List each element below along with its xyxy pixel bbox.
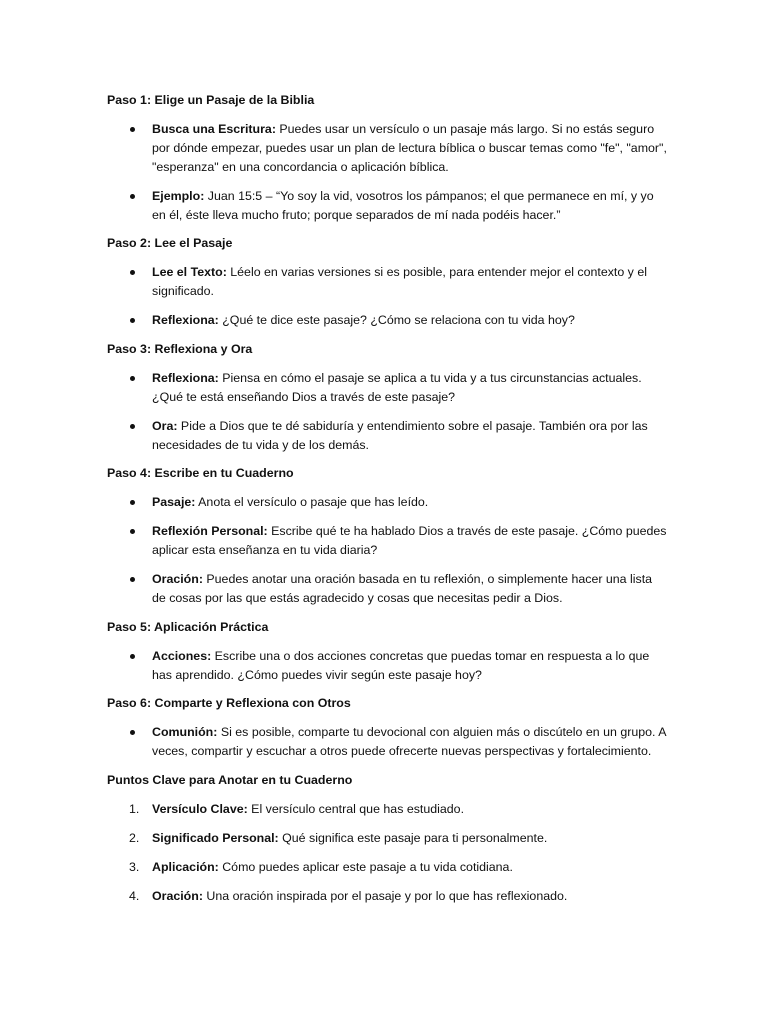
- item-text: Piensa en cómo el pasaje se aplica a tu vida y a tus circunstancias actuales. ¿Qué te está enseñando Dios a través de este pasaje?: [152, 371, 642, 404]
- list-item: [107, 493, 667, 512]
- list-number: 4.: [129, 889, 140, 903]
- section-heading: Paso 3: Reflexiona y Ora: [107, 342, 253, 356]
- bullet-icon: [130, 424, 135, 429]
- item-label: Reflexión Personal:: [152, 524, 268, 538]
- bullet-icon: [130, 577, 135, 582]
- bullet-icon: [130, 376, 135, 381]
- list-number: 2.: [129, 831, 140, 845]
- item-label: Acciones:: [152, 649, 212, 663]
- bullet-icon: [130, 500, 135, 505]
- item-label: Oración:: [152, 889, 203, 903]
- item-text: Cómo puedes aplicar este pasaje a tu vida cotidiana.: [218, 860, 513, 874]
- item-label: Aplicación:: [152, 860, 219, 874]
- item-text: Qué significa este pasaje para ti personalmente.: [278, 831, 548, 845]
- section-heading: Paso 1: Elige un Pasaje de la Biblia: [107, 93, 315, 107]
- item-label: Pasaje:: [152, 495, 196, 509]
- item-text: Léelo en varias versiones si es posible, para entender mejor el contexto y el significado.: [152, 265, 647, 298]
- item-label: Ora:: [152, 419, 178, 433]
- numbered-list: [107, 800, 667, 906]
- item-text: Escribe una o dos acciones concretas que puedas tomar en respuesta a lo que has aprendido. ¿Cómo puedes vivir según este pasaje hoy?: [152, 649, 650, 682]
- list-item: [107, 647, 667, 685]
- list-item: [107, 723, 667, 761]
- list-item: [107, 829, 667, 848]
- list-number: 3.: [129, 860, 140, 874]
- section-heading: Paso 5: Aplicación Práctica: [107, 620, 269, 634]
- item-text: Puedes usar un versículo o un pasaje más largo. Si no estás seguro por dónde empezar, puedes usar un plan de lectura bíblica o buscar temas como "fe", "amor", "esperanza" en una concordancia o aplicación bíblica.: [152, 122, 667, 174]
- list-item: [107, 800, 667, 819]
- item-text: Puedes anotar una oración basada en tu reflexión, o simplemente hacer una lista de cosas por las que estás agradecido y cosas que necesitas pedir a Dios.: [152, 572, 653, 605]
- bullet-icon: [130, 730, 135, 735]
- item-text: Anota el versículo o pasaje que has leído.: [195, 495, 429, 509]
- document-page: [107, 91, 667, 906]
- bullet-icon: [130, 127, 135, 132]
- item-label: Oración:: [152, 572, 203, 586]
- list-item: [107, 887, 667, 906]
- list-item: [107, 570, 667, 608]
- bullet-list: [107, 369, 667, 455]
- bullet-icon: [130, 270, 135, 275]
- list-item: [107, 522, 667, 560]
- list-item: [107, 311, 667, 330]
- item-label: Versículo Clave:: [152, 802, 248, 816]
- item-label: Comunión:: [152, 725, 218, 739]
- item-label: Significado Personal:: [152, 831, 279, 845]
- list-item: [107, 120, 667, 177]
- item-text: Pide a Dios que te dé sabiduría y entendimiento sobre el pasaje. También ora por las necesidades de tu vida y de los demás.: [152, 419, 648, 452]
- item-label: Busca una Escritura:: [152, 122, 276, 136]
- item-label: Ejemplo:: [152, 189, 205, 203]
- section-heading: Paso 2: Lee el Pasaje: [107, 236, 233, 250]
- bullet-list: [107, 647, 667, 685]
- bullet-icon: [130, 529, 135, 534]
- section-heading: Puntos Clave para Anotar en tu Cuaderno: [107, 773, 353, 787]
- list-item: [107, 187, 667, 225]
- section-heading: Paso 6: Comparte y Reflexiona con Otros: [107, 696, 351, 710]
- list-item: [107, 369, 667, 407]
- bullet-list: [107, 263, 667, 330]
- item-text: Juan 15:5 – “Yo soy la vid, vosotros los pámpanos; el que permanece en mí, y yo en él, éste lleva mucho fruto; porque separados de mí nada podéis hacer.”: [152, 189, 654, 222]
- list-item: [107, 263, 667, 301]
- item-text: ¿Qué te dice este pasaje? ¿Cómo se relaciona con tu vida hoy?: [218, 313, 575, 327]
- item-label: Reflexiona:: [152, 371, 219, 385]
- item-text: Si es posible, comparte tu devocional con alguien más o discútelo en un grupo. A veces, compartir y escuchar a otros puede ofrecerte nuevas perspectivas y fortalecimiento.: [152, 725, 666, 758]
- bullet-icon: [130, 654, 135, 659]
- list-item: [107, 417, 667, 455]
- bullet-icon: [130, 318, 135, 323]
- bullet-list: [107, 120, 667, 225]
- list-item: [107, 858, 667, 877]
- item-text: Escribe qué te ha hablado Dios a través de este pasaje. ¿Cómo puedes aplicar esta enseñanza en tu vida diaria?: [152, 524, 667, 557]
- bullet-list: [107, 493, 667, 608]
- item-label: Lee el Texto:: [152, 265, 227, 279]
- item-text: Una oración inspirada por el pasaje y por lo que has reflexionado.: [202, 889, 568, 903]
- list-number: 1.: [129, 802, 140, 816]
- item-text: El versículo central que has estudiado.: [247, 802, 465, 816]
- item-label: Reflexiona:: [152, 313, 219, 327]
- bullet-icon: [130, 194, 135, 199]
- section-heading: Paso 4: Escribe en tu Cuaderno: [107, 466, 294, 480]
- bullet-list: [107, 723, 667, 761]
